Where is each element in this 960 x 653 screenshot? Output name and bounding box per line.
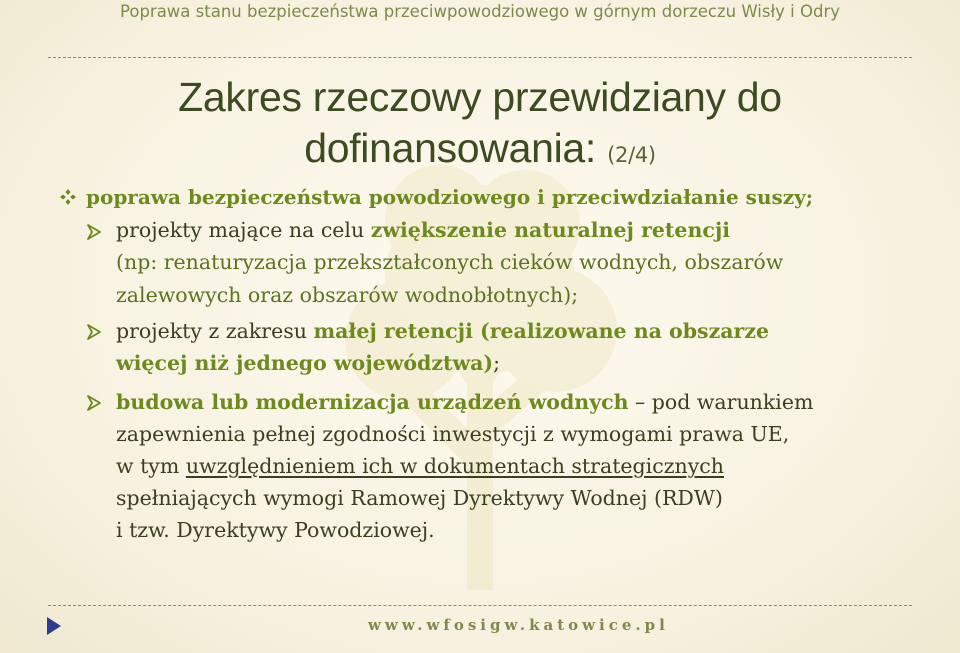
arrow-head-icon [86, 224, 102, 240]
item-text: projekty z zakresu [116, 319, 314, 343]
item-highlight: więcej niż jednego województwa) [116, 351, 494, 375]
list-item-1-line-1 [116, 214, 730, 246]
list-item-3-line-1 [116, 386, 813, 418]
diamond-cluster-icon [60, 189, 76, 205]
list-item-3-line-3 [116, 450, 724, 482]
footer-website-link[interactable]: www.wfosigw.katowice.pl [368, 616, 669, 634]
slide-title-main: dofinansowania: [304, 125, 597, 171]
item-text: ; [493, 351, 501, 375]
arrow-head-icon [86, 324, 102, 340]
list-item-1-line-2: (np: renaturyzacja przekształconych cieków wodnych, obszarów [116, 250, 784, 274]
main-point: poprawa bezpieczeństwa powodziowego i przeciwdziałanie suszy; [86, 185, 814, 209]
item-text: w tym [116, 454, 186, 478]
list-item-3-line-2: zapewnienia pełnej zgodności inwestycji z wymogami prawa UE, [116, 422, 790, 446]
item-text: – pod warunkiem [628, 390, 814, 414]
slide-part-indicator: (2/4) [607, 143, 656, 167]
item-highlight: naturalnej retencji [507, 218, 731, 242]
footer-divider [48, 605, 912, 606]
item-highlight: zwiększenie [370, 218, 508, 242]
list-item-2-line-2 [116, 347, 500, 379]
presentation-header: Poprawa stanu bezpieczeństwa przeciwpowodziowego w górnym dorzeczu Wisły i Odry [119, 2, 841, 21]
item-highlight: budowa lub modernizacja urządzeń wodnych [116, 390, 629, 414]
list-item-1-line-3: zalewowych oraz obszarów wodnobłotnych); [116, 283, 579, 307]
arrow-head-icon [86, 395, 102, 411]
item-underlined: uwzględnieniem ich w dokumentach strategicznych [185, 454, 724, 478]
play-triangle-icon[interactable] [46, 616, 62, 636]
item-highlight: małej retencji (realizowane na obszarze [313, 319, 770, 343]
slide-title-line-1: Zakres rzeczowy przewidziany do [178, 74, 782, 120]
list-item-3-line-4: spełniających wymogi Ramowej Dyrektywy Wodnej (RDW) [116, 486, 723, 510]
list-item-3-line-5: i tzw. Dyrektywy Powodziowej. [116, 518, 435, 542]
item-text: projekty mające na celu [116, 218, 371, 242]
list-item-2-line-1 [116, 315, 769, 347]
